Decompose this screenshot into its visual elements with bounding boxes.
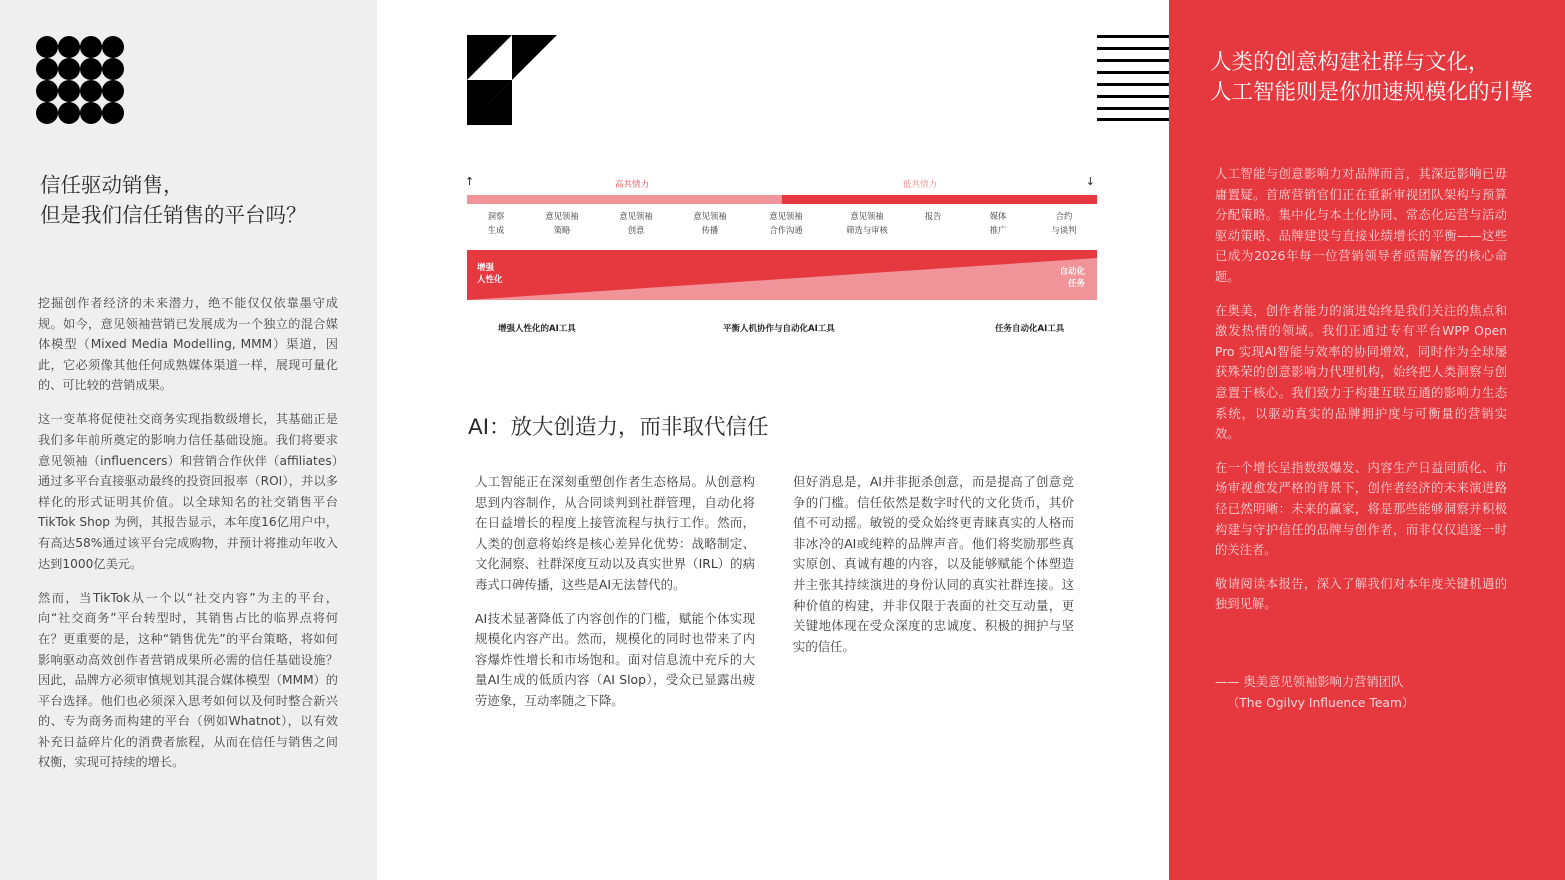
left-panel <box>0 0 377 880</box>
high-empathy-label: 高共情力 <box>615 180 650 190</box>
left-paragraph: 挖掘创作者经济的未来潜力，绝不能仅仅依靠墨守成规。如今，意见领袖营销已发展成为一个独立的混合媒体模型（Mixed Media Modelling, MMM）渠道，因此，它必须像其他任何成熟媒体渠道一样，展现可量化的、可比较的营销成果。 <box>38 296 338 393</box>
triangles-logo-icon <box>467 35 557 125</box>
signature-line-1: —— 奥美意见领袖影响力营销团队 <box>1215 675 1404 689</box>
automate-tasks-label: 自动化 任务 <box>1059 267 1085 289</box>
stage-label: 意见领袖 筛选与审核 <box>846 211 888 235</box>
right-paragraph: 敬请阅读本报告，深入了解我们对本年度关键机遇的独到见解。 <box>1215 576 1507 612</box>
stage-label: 意见领袖 创意 <box>619 211 653 235</box>
stage-label: 洞察 生成 <box>487 211 505 235</box>
low-empathy-bar <box>782 195 1097 204</box>
augment-humanity-label: 增强 人性化 <box>477 263 503 285</box>
arrow-up-icon: ↑ <box>465 175 475 188</box>
signature <box>1215 672 1515 713</box>
signature-line-2: （The Ogilvy Influence Team） <box>1227 695 1415 710</box>
left-paragraph: 然而，当TikTok从一个以“社交内容”为主的平台，向“社交商务”平台转型时，其销售占比的临界点将何在？更重要的是，这种“销售优先”的平台策略，将如何影响驱动高效创作者营销成果所必需的信任基础设施？因此，品牌方必须审慎规划其混合媒体模型（MMM）的平台选择。他们也必须深入思考如何以及何时整合新兴的、专为商务而构建的平台（例如Whatnot），以有效补充日益碎片化的消费者旅程，从而在信任与销售之间权衡，实现可持续的增长。 <box>38 590 338 770</box>
middle-text-column-2 <box>793 472 1074 670</box>
stage-label: 意见领袖 传播 <box>693 211 727 235</box>
tool-label-augment: 增强人性化的AI工具 <box>498 324 576 334</box>
left-heading-line-2: 但是我们信任销售的平台吗？ <box>40 203 307 227</box>
middle-paragraph: 但好消息是，AI并非扼杀创意，而是提高了创意竞争的门槛。信任依然是数字时代的文化货币，其价值不可动摇。敏锐的受众始终更青睐真实的人格而非冰冷的AI或纯粹的品牌声音。他们将奖励那些真实原创、真诚有趣的内容，以及能够赋能个体塑造并主张其持续演进的身份认同的真实社群连接。这种价值的构建，并非仅限于表面的社交互动量，更关键地体现在受众深度的忠诚度、积极的拥护与坚实的信任。 <box>793 474 1074 654</box>
stage-label: 意见领袖 合作沟通 <box>769 211 803 235</box>
right-heading-line-1: 人类的创意构建社群与文化， <box>1210 50 1490 75</box>
right-paragraph: 人工智能与创意影响力对品牌而言，其深远影响已毋庸置疑。首席营销官们正在重新审视团队架构与预算分配策略。集中化与本土化协同、常态化运营与活动驱动策略、品牌建设与直接业绩增长的平衡——这些已成为2026年每一位营销领导者亟需解答的核心命题。 <box>1215 167 1507 284</box>
middle-heading: AI：放大创造力，而非取代信任 <box>468 415 769 440</box>
dots-grid-logo-icon <box>36 36 126 126</box>
stage-label: 合约 与谈判 <box>1051 211 1077 235</box>
right-heading-line-2: 人工智能则是你加速规模化的引擎 <box>1210 80 1533 105</box>
right-paragraph: 在一个增长呈指数级爆发、内容生产日益同质化、市场审视愈发严格的背景下，创作者经济的未来演进路径已然明晰：未来的赢家，将是那些能够洞察并积极构建与守护信任的品牌与创作者，而非仅仅追逐一时的关注者。 <box>1215 460 1507 558</box>
right-body-text <box>1215 164 1507 628</box>
stage-label: 报告 <box>924 211 942 221</box>
tool-label-automate: 任务自动化AI工具 <box>995 324 1065 334</box>
left-paragraph: 这一变革将促使社交商务实现指数级增长，其基础正是我们多年前所奠定的影响力信任基础设施。我们将要求意见领袖（influencers）和营销合作伙伴（affiliates）通过多平台直接驱动最终的投资回报率（ROI），并以多样化的形式证明其价值。以全球知名的社交销售平台 TikTok Shop 为例，其报告显示，本年度16亿用户中，有高达58%通过该平台完成购物，并预计将推动年收入达到1000亿美元。 <box>38 412 338 571</box>
stage-label: 媒体 推广 <box>989 211 1007 235</box>
left-heading <box>40 170 360 230</box>
tool-label-balance: 平衡人机协作与自动化AI工具 <box>723 324 835 334</box>
low-empathy-label: 低共情力 <box>903 180 938 190</box>
left-body-text <box>38 293 338 787</box>
right-panel <box>1169 0 1565 880</box>
human-vs-automation-wedge <box>467 250 1097 300</box>
ai-empathy-spectrum-diagram <box>467 172 1097 342</box>
middle-paragraph: 人工智能正在深刻重塑创作者生态格局。从创意构思到内容制作，从合同谈判到社群管理，自动化将在日益增长的程度上接管流程与执行工作。然而，人类的创意将始终是核心差异化优势：战略制定、文化洞察、社群深度互动以及真实世界（IRL）的病毒式口碑传播，这些是AI无法替代的。 <box>475 474 755 592</box>
arrow-down-icon: ↓ <box>1085 175 1095 188</box>
right-paragraph: 在奥美，创作者能力的演进始终是我们关注的焦点和激发热情的领域。我们正通过专有平台WPP Open Pro 实现AI智能与效率的协同增效，同时作为全球屡获殊荣的创意影响力代理机构，始终把人类洞察与创意置于核心。我们致力于构建互联互通的影响力生态系统，以驱动真实的品牌拥护度与可衡量的营销实效。 <box>1215 303 1507 442</box>
stage-label: 意见领袖 策略 <box>545 211 579 235</box>
middle-paragraph: AI技术显著降低了内容创作的门槛，赋能个体实现规模化内容产出。然而，规模化的同时也带来了内容爆炸性增长和市场饱和。面对信息流中充斥的大量AI生成的低质内容（AI Slop），受众已显露出疲劳迹象，互动率随之下降。 <box>475 610 755 708</box>
left-heading-line-1: 信任驱动销售， <box>40 173 184 197</box>
middle-text-column-1 <box>475 472 755 725</box>
high-empathy-bar <box>467 195 782 204</box>
right-heading <box>1210 48 1533 108</box>
